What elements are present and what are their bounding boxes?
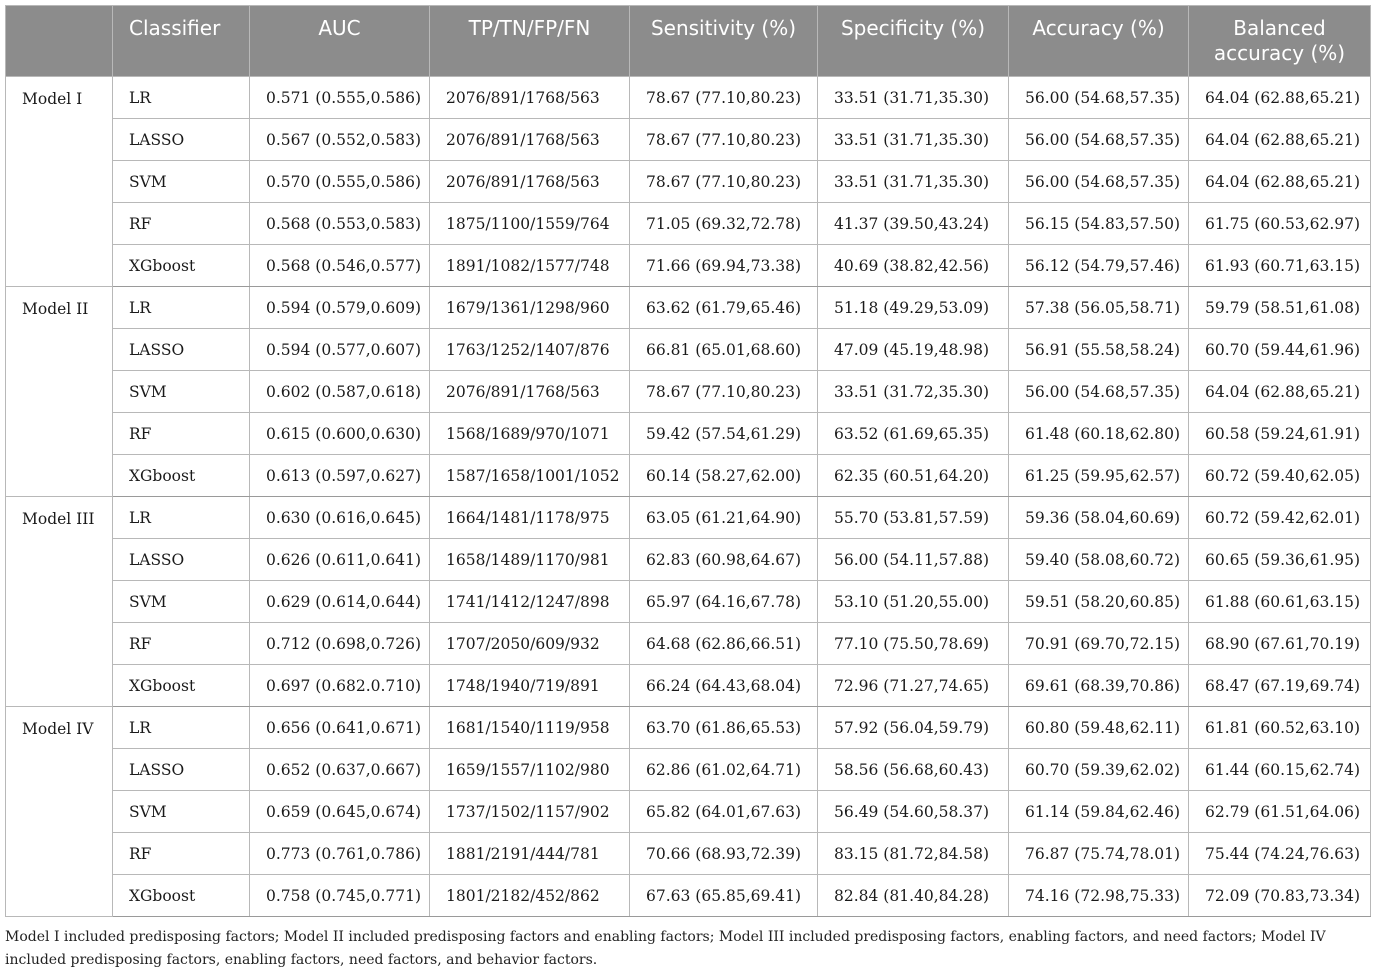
- table-row: [6, 245, 1371, 287]
- cell-accuracy: 60.80 (59.48,62.11): [1009, 707, 1189, 749]
- cell-confusion: 2076/891/1768/563: [430, 161, 630, 203]
- cell-specificity: 55.70 (53.81,57.59): [818, 497, 1009, 539]
- cell-balanced-accuracy: 62.79 (61.51,64.06): [1189, 791, 1371, 833]
- cell-accuracy: 59.51 (58.20,60.85): [1009, 581, 1189, 623]
- cell-auc: 0.659 (0.645,0.674): [250, 791, 430, 833]
- cell-accuracy: 57.38 (56.05,58.71): [1009, 287, 1189, 329]
- model-label: Model I: [6, 77, 113, 287]
- cell-auc: 0.758 (0.745,0.771): [250, 875, 430, 917]
- cell-sensitivity: 67.63 (65.85,69.41): [630, 875, 818, 917]
- cell-specificity: 82.84 (81.40,84.28): [818, 875, 1009, 917]
- table-row: [6, 119, 1371, 161]
- header-confusion: TP/TN/FP/FN: [430, 6, 630, 77]
- cell-sensitivity: 66.81 (65.01,68.60): [630, 329, 818, 371]
- cell-sensitivity: 65.82 (64.01,67.63): [630, 791, 818, 833]
- header-row: [6, 6, 1371, 77]
- cell-accuracy: 60.70 (59.39,62.02): [1009, 749, 1189, 791]
- cell-balanced-accuracy: 61.44 (60.15,62.74): [1189, 749, 1371, 791]
- cell-sensitivity: 62.86 (61.02,64.71): [630, 749, 818, 791]
- table-row: [6, 497, 1371, 539]
- cell-classifier: RF: [113, 203, 250, 245]
- cell-accuracy: 70.91 (69.70,72.15): [1009, 623, 1189, 665]
- cell-auc: 0.594 (0.579,0.609): [250, 287, 430, 329]
- cell-specificity: 62.35 (60.51,64.20): [818, 455, 1009, 497]
- cell-classifier: LR: [113, 707, 250, 749]
- cell-classifier: SVM: [113, 791, 250, 833]
- cell-balanced-accuracy: 64.04 (62.88,65.21): [1189, 77, 1371, 119]
- cell-accuracy: 56.91 (55.58,58.24): [1009, 329, 1189, 371]
- cell-auc: 0.594 (0.577,0.607): [250, 329, 430, 371]
- cell-auc: 0.613 (0.597,0.627): [250, 455, 430, 497]
- cell-sensitivity: 63.70 (61.86,65.53): [630, 707, 818, 749]
- cell-confusion: 1881/2191/444/781: [430, 833, 630, 875]
- cell-specificity: 33.51 (31.71,35.30): [818, 161, 1009, 203]
- cell-accuracy: 59.36 (58.04,60.69): [1009, 497, 1189, 539]
- results-table: [5, 5, 1371, 917]
- cell-sensitivity: 78.67 (77.10,80.23): [630, 371, 818, 413]
- cell-balanced-accuracy: 61.88 (60.61,63.15): [1189, 581, 1371, 623]
- model-label: Model III: [6, 497, 113, 707]
- cell-specificity: 40.69 (38.82,42.56): [818, 245, 1009, 287]
- cell-balanced-accuracy: 61.93 (60.71,63.15): [1189, 245, 1371, 287]
- cell-confusion: 1707/2050/609/932: [430, 623, 630, 665]
- cell-accuracy: 61.25 (59.95,62.57): [1009, 455, 1189, 497]
- table-row: [6, 371, 1371, 413]
- cell-classifier: RF: [113, 623, 250, 665]
- cell-balanced-accuracy: 68.47 (67.19,69.74): [1189, 665, 1371, 707]
- cell-confusion: 1568/1689/970/1071: [430, 413, 630, 455]
- table-body: [6, 77, 1371, 917]
- cell-specificity: 56.00 (54.11,57.88): [818, 539, 1009, 581]
- cell-specificity: 33.51 (31.71,35.30): [818, 77, 1009, 119]
- cell-classifier: XGboost: [113, 245, 250, 287]
- table-row: [6, 833, 1371, 875]
- cell-auc: 0.773 (0.761,0.786): [250, 833, 430, 875]
- table-row: [6, 665, 1371, 707]
- cell-sensitivity: 78.67 (77.10,80.23): [630, 161, 818, 203]
- cell-classifier: LASSO: [113, 539, 250, 581]
- header-accuracy: Accuracy (%): [1009, 6, 1189, 77]
- table-row: [6, 329, 1371, 371]
- cell-balanced-accuracy: 60.72 (59.42,62.01): [1189, 497, 1371, 539]
- cell-sensitivity: 65.97 (64.16,67.78): [630, 581, 818, 623]
- cell-balanced-accuracy: 60.70 (59.44,61.96): [1189, 329, 1371, 371]
- cell-sensitivity: 78.67 (77.10,80.23): [630, 119, 818, 161]
- cell-balanced-accuracy: 64.04 (62.88,65.21): [1189, 371, 1371, 413]
- cell-confusion: 1659/1557/1102/980: [430, 749, 630, 791]
- cell-specificity: 53.10 (51.20,55.00): [818, 581, 1009, 623]
- cell-balanced-accuracy: 61.75 (60.53,62.97): [1189, 203, 1371, 245]
- cell-auc: 0.570 (0.555,0.586): [250, 161, 430, 203]
- cell-classifier: XGboost: [113, 455, 250, 497]
- cell-balanced-accuracy: 59.79 (58.51,61.08): [1189, 287, 1371, 329]
- cell-balanced-accuracy: 68.90 (67.61,70.19): [1189, 623, 1371, 665]
- cell-classifier: LR: [113, 497, 250, 539]
- cell-auc: 0.712 (0.698,0.726): [250, 623, 430, 665]
- table-row: [6, 875, 1371, 917]
- cell-specificity: 47.09 (45.19,48.98): [818, 329, 1009, 371]
- model-label: Model II: [6, 287, 113, 497]
- cell-sensitivity: 71.66 (69.94,73.38): [630, 245, 818, 287]
- cell-confusion: 2076/891/1768/563: [430, 77, 630, 119]
- table-row: [6, 203, 1371, 245]
- table-row: [6, 455, 1371, 497]
- cell-accuracy: 59.40 (58.08,60.72): [1009, 539, 1189, 581]
- cell-confusion: 1658/1489/1170/981: [430, 539, 630, 581]
- cell-sensitivity: 63.62 (61.79,65.46): [630, 287, 818, 329]
- table-row: [6, 413, 1371, 455]
- cell-balanced-accuracy: 72.09 (70.83,73.34): [1189, 875, 1371, 917]
- cell-balanced-accuracy: 75.44 (74.24,76.63): [1189, 833, 1371, 875]
- cell-specificity: 72.96 (71.27,74.65): [818, 665, 1009, 707]
- cell-balanced-accuracy: 64.04 (62.88,65.21): [1189, 119, 1371, 161]
- cell-classifier: RF: [113, 833, 250, 875]
- cell-auc: 0.629 (0.614,0.644): [250, 581, 430, 623]
- table-row: [6, 623, 1371, 665]
- header-balanced-accuracy: Balanced accuracy (%): [1189, 6, 1371, 77]
- cell-confusion: 1763/1252/1407/876: [430, 329, 630, 371]
- cell-auc: 0.567 (0.552,0.583): [250, 119, 430, 161]
- cell-confusion: 1587/1658/1001/1052: [430, 455, 630, 497]
- cell-accuracy: 56.15 (54.83,57.50): [1009, 203, 1189, 245]
- cell-confusion: 1801/2182/452/862: [430, 875, 630, 917]
- cell-auc: 0.697 (0.682.0.710): [250, 665, 430, 707]
- cell-auc: 0.568 (0.553,0.583): [250, 203, 430, 245]
- cell-sensitivity: 63.05 (61.21,64.90): [630, 497, 818, 539]
- cell-balanced-accuracy: 60.72 (59.40,62.05): [1189, 455, 1371, 497]
- cell-specificity: 33.51 (31.71,35.30): [818, 119, 1009, 161]
- cell-classifier: LR: [113, 287, 250, 329]
- cell-classifier: LR: [113, 77, 250, 119]
- cell-accuracy: 56.12 (54.79,57.46): [1009, 245, 1189, 287]
- cell-balanced-accuracy: 60.58 (59.24,61.91): [1189, 413, 1371, 455]
- cell-accuracy: 69.61 (68.39,70.86): [1009, 665, 1189, 707]
- cell-classifier: XGboost: [113, 875, 250, 917]
- cell-accuracy: 74.16 (72.98,75.33): [1009, 875, 1189, 917]
- cell-confusion: 1741/1412/1247/898: [430, 581, 630, 623]
- table-row: [6, 539, 1371, 581]
- cell-auc: 0.568 (0.546,0.577): [250, 245, 430, 287]
- cell-classifier: SVM: [113, 581, 250, 623]
- cell-auc: 0.626 (0.611,0.641): [250, 539, 430, 581]
- cell-specificity: 41.37 (39.50,43.24): [818, 203, 1009, 245]
- cell-confusion: 1737/1502/1157/902: [430, 791, 630, 833]
- cell-auc: 0.571 (0.555,0.586): [250, 77, 430, 119]
- cell-auc: 0.615 (0.600,0.630): [250, 413, 430, 455]
- cell-accuracy: 61.14 (59.84,62.46): [1009, 791, 1189, 833]
- cell-specificity: 33.51 (31.72,35.30): [818, 371, 1009, 413]
- cell-accuracy: 56.00 (54.68,57.35): [1009, 77, 1189, 119]
- cell-classifier: LASSO: [113, 749, 250, 791]
- cell-sensitivity: 59.42 (57.54,61.29): [630, 413, 818, 455]
- table-row: [6, 161, 1371, 203]
- cell-sensitivity: 64.68 (62.86,66.51): [630, 623, 818, 665]
- cell-accuracy: 61.48 (60.18,62.80): [1009, 413, 1189, 455]
- cell-specificity: 83.15 (81.72,84.58): [818, 833, 1009, 875]
- header-model: [6, 6, 113, 77]
- table-row: [6, 749, 1371, 791]
- cell-classifier: SVM: [113, 371, 250, 413]
- cell-classifier: SVM: [113, 161, 250, 203]
- model-label: Model IV: [6, 707, 113, 917]
- table-row: [6, 287, 1371, 329]
- header-classifier: Classifier: [113, 6, 250, 77]
- cell-sensitivity: 78.67 (77.10,80.23): [630, 77, 818, 119]
- cell-sensitivity: 70.66 (68.93,72.39): [630, 833, 818, 875]
- header-auc: AUC: [250, 6, 430, 77]
- cell-auc: 0.602 (0.587,0.618): [250, 371, 430, 413]
- cell-sensitivity: 60.14 (58.27,62.00): [630, 455, 818, 497]
- cell-auc: 0.652 (0.637,0.667): [250, 749, 430, 791]
- cell-auc: 0.656 (0.641,0.671): [250, 707, 430, 749]
- cell-specificity: 56.49 (54.60,58.37): [818, 791, 1009, 833]
- cell-classifier: LASSO: [113, 329, 250, 371]
- table-row: [6, 77, 1371, 119]
- table-footnote: Model I included predisposing factors; Model II included predisposing factors and enabling factors; Model III included predisposing factors, enabling factors, and need factors; Model IV included predisposing factors, enabling factors, need factors, and behavior factors.: [5, 929, 1326, 968]
- cell-specificity: 51.18 (49.29,53.09): [818, 287, 1009, 329]
- header-sensitivity: Sensitivity (%): [630, 6, 818, 77]
- cell-accuracy: 76.87 (75.74,78.01): [1009, 833, 1189, 875]
- cell-confusion: 2076/891/1768/563: [430, 371, 630, 413]
- cell-confusion: 1664/1481/1178/975: [430, 497, 630, 539]
- header-specificity: Specificity (%): [818, 6, 1009, 77]
- cell-sensitivity: 71.05 (69.32,72.78): [630, 203, 818, 245]
- cell-auc: 0.630 (0.616,0.645): [250, 497, 430, 539]
- cell-accuracy: 56.00 (54.68,57.35): [1009, 119, 1189, 161]
- cell-accuracy: 56.00 (54.68,57.35): [1009, 371, 1189, 413]
- cell-specificity: 63.52 (61.69,65.35): [818, 413, 1009, 455]
- table-row: [6, 791, 1371, 833]
- cell-specificity: 58.56 (56.68,60.43): [818, 749, 1009, 791]
- cell-confusion: 1875/1100/1559/764: [430, 203, 630, 245]
- cell-confusion: 1681/1540/1119/958: [430, 707, 630, 749]
- cell-confusion: 1748/1940/719/891: [430, 665, 630, 707]
- cell-confusion: 2076/891/1768/563: [430, 119, 630, 161]
- cell-classifier: LASSO: [113, 119, 250, 161]
- table-row: [6, 707, 1371, 749]
- cell-sensitivity: 66.24 (64.43,68.04): [630, 665, 818, 707]
- cell-specificity: 77.10 (75.50,78.69): [818, 623, 1009, 665]
- cell-balanced-accuracy: 61.81 (60.52,63.10): [1189, 707, 1371, 749]
- cell-classifier: RF: [113, 413, 250, 455]
- cell-accuracy: 56.00 (54.68,57.35): [1009, 161, 1189, 203]
- cell-balanced-accuracy: 60.65 (59.36,61.95): [1189, 539, 1371, 581]
- table-row: [6, 581, 1371, 623]
- table-header: [6, 6, 1371, 77]
- cell-classifier: XGboost: [113, 665, 250, 707]
- cell-confusion: 1679/1361/1298/960: [430, 287, 630, 329]
- cell-specificity: 57.92 (56.04,59.79): [818, 707, 1009, 749]
- cell-confusion: 1891/1082/1577/748: [430, 245, 630, 287]
- cell-balanced-accuracy: 64.04 (62.88,65.21): [1189, 161, 1371, 203]
- cell-sensitivity: 62.83 (60.98,64.67): [630, 539, 818, 581]
